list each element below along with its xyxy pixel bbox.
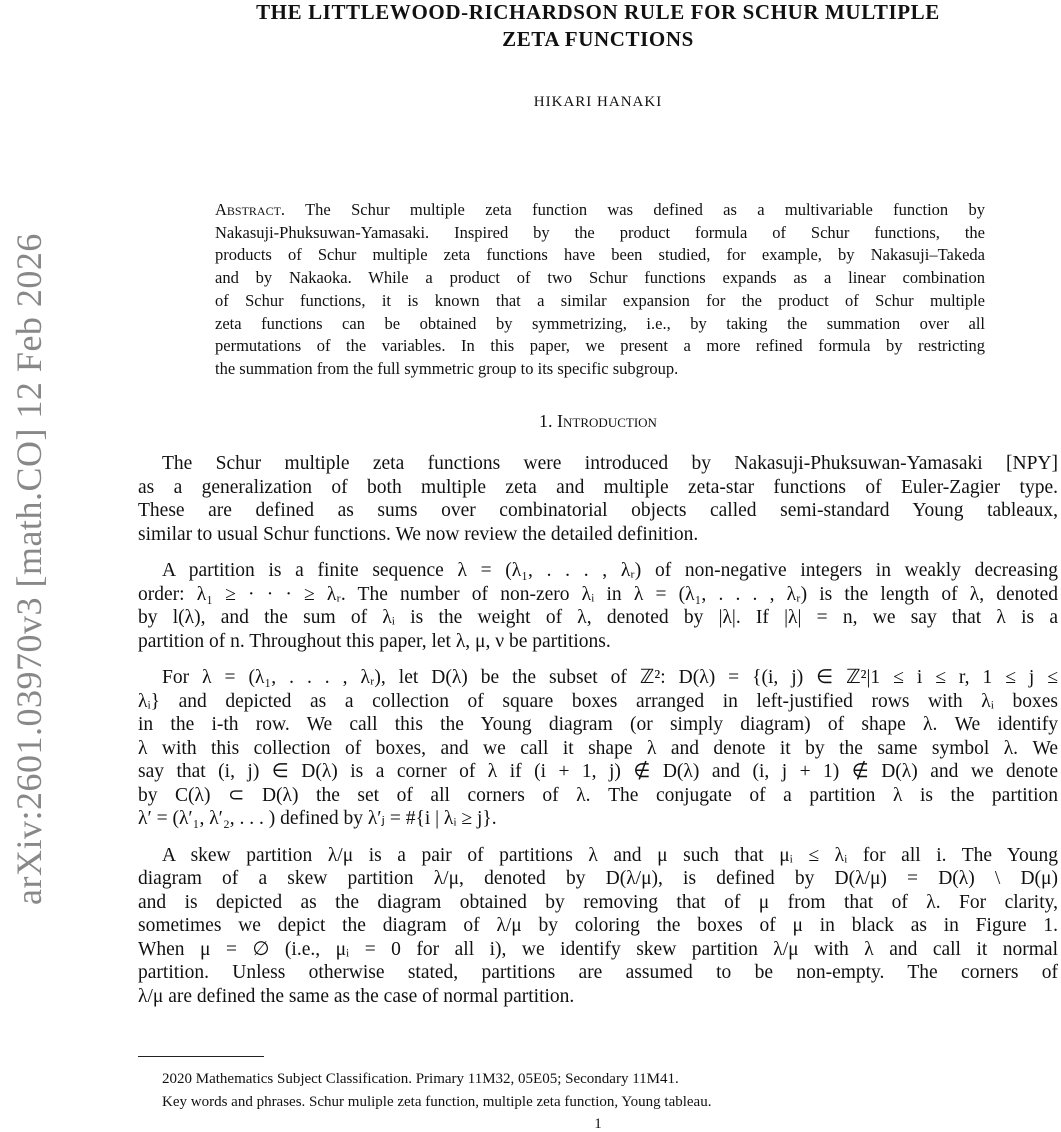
paragraph (138, 452, 1058, 546)
text-line: The Schur multiple zeta functions were introduced by Nakasuji-Phuksuwan-Yamasaki [NPY] (162, 453, 1058, 474)
abstract-line (215, 244, 985, 267)
text-line: in the i-th row. We call this the Young diagram (or simply diagram) of shape λ. We identify (138, 714, 1058, 735)
abstract-line (215, 358, 985, 381)
abstract-line-text: of Schur functions, it is known that a similar expansion for the product of Schur multiple (215, 290, 985, 310)
paper-title-line-1: THE LITTLEWOOD-RICHARDSON RULE FOR SCHUR MULTIPLE (256, 0, 940, 24)
abstract-line (215, 313, 985, 336)
page-number: 1 (594, 1116, 602, 1132)
text-line: partition. Unless otherwise stated, partitions are assumed to be non-empty. The corners of (138, 962, 1058, 983)
text-line: and is depicted as the diagram obtained by removing that of μ from that of λ. For clarity, (138, 891, 1058, 913)
abstract-label: Abstract. (215, 200, 286, 219)
text-line: When μ = ∅ (i.e., μᵢ = 0 for all i), we identify skew partition λ/μ with λ and call it normal (138, 938, 1058, 960)
paper-title-line-2: ZETA FUNCTIONS (502, 27, 694, 51)
section-title: Introduction (557, 411, 657, 431)
text-line: partition of n. Throughout this paper, let λ, μ, ν be partitions. (138, 630, 611, 652)
abstract (215, 199, 985, 381)
text-line: as a generalization of both multiple zeta and multiple zeta-star functions of Euler-Zagier type. (138, 476, 1058, 498)
paragraph (138, 559, 1058, 653)
text-line: by l(λ), and the sum of λᵢ is the weight of λ, denoted by |λ|. If |λ| = n, we say that λ is a (138, 607, 1058, 628)
abstract-line-text: zeta functions can be obtained by symmetrizing, i.e., by taking the summation over all (215, 313, 985, 333)
text-line: λᵢ} and depicted as a collection of square boxes arranged in left-justified rows with λᵢ boxes (138, 690, 1058, 712)
abstract-line-text: permutations of the variables. In this paper, we present a more refined formula by restricting (215, 336, 985, 356)
footnote-msc: 2020 Mathematics Subject Classification. Primary 11M32, 05E05; Secondary 11M41. (162, 1071, 679, 1087)
text-line: These are defined as sums over combinatorial objects called semi-standard Young tableaux, (138, 500, 1058, 521)
text-line: order: λ₁ ≥ · · · ≥ λᵣ. The number of non-zero λᵢ in λ = (λ₁, . . . , λᵣ) is the length of λ, denoted (138, 583, 1058, 605)
text-line: λ/μ are defined the same as the case of normal partition. (138, 985, 575, 1007)
section-number: 1. (539, 411, 553, 431)
abstract-line-text: the summation from the full symmetric group to its specific subgroup. (215, 358, 679, 378)
paragraph (138, 666, 1058, 831)
body-text (138, 452, 1058, 1008)
text-line: diagram of a skew partition λ/μ, denoted by D(λ/μ), is defined by D(λ/μ) = D(λ) \ D(μ) (138, 868, 1058, 889)
text-line: sometimes we depict the diagram of λ/μ by coloring the boxes of μ in black as in Figure 1. (138, 915, 1058, 936)
abstract-line-text: and by Nakaoka. While a product of two Schur functions expands as a linear combination (215, 268, 985, 288)
text-line: by C(λ) ⊂ D(λ) the set of all corners of λ. The conjugate of a partition λ is the partition (138, 784, 1058, 806)
footnote-rule (138, 1056, 264, 1057)
text-line: λ with this collection of boxes, and we call it shape λ and denote it by the same symbol λ. We (138, 737, 1058, 759)
text-line: For λ = (λ₁, . . . , λᵣ), let D(λ) be the subset of ℤ²: D(λ) = {(i, j) ∈ ℤ²|1 ≤ i ≤ r, 1 ≤ j ≤ (162, 667, 1058, 688)
abstract-line-text: The Schur multiple zeta function was defined as a multivariable function by (305, 200, 985, 219)
section-heading (138, 411, 1058, 432)
abstract-line (215, 222, 985, 245)
abstract-line (215, 290, 985, 313)
text-line: say that (i, j) ∈ D(λ) is a corner of λ if (i + 1, j) ∉ D(λ) and (i, j + 1) ∉ D(λ) and we denote (138, 761, 1058, 782)
paragraph (138, 844, 1058, 1009)
abstract-line-text: products of Schur multiple zeta functions have been studied, for example, by Nakasuji–Takeda (215, 245, 985, 265)
text-line: A skew partition λ/μ is a pair of partitions λ and μ such that μᵢ ≤ λᵢ for all i. The Young (162, 844, 1058, 866)
abstract-line (215, 267, 985, 290)
footnote-keywords: Key words and phrases. Schur muliple zeta function, multiple zeta function, Young tableau. (162, 1094, 712, 1110)
abstract-line (215, 199, 985, 222)
text-line: λ′ = (λ′₁, λ′₂, . . . ) defined by λ′ⱼ = #{i | λᵢ ≥ j}. (138, 808, 497, 829)
footnotes (138, 1068, 1058, 1114)
abstract-line (215, 335, 985, 358)
text-line: A partition is a finite sequence λ = (λ₁, . . . , λᵣ) of non-negative integers in weakly decreasing (162, 560, 1058, 581)
arxiv-identifier[interactable]: arXiv:2601.03970v3 [math.CO] 12 Feb 2026 (9, 233, 49, 905)
abstract-line-text: Nakasuji-Phuksuwan-Yamasaki. Inspired by the product formula of Schur functions, the (215, 222, 985, 242)
text-line: similar to usual Schur functions. We now review the detailed definition. (138, 523, 699, 545)
author: HIKARI HANAKI (533, 94, 663, 110)
